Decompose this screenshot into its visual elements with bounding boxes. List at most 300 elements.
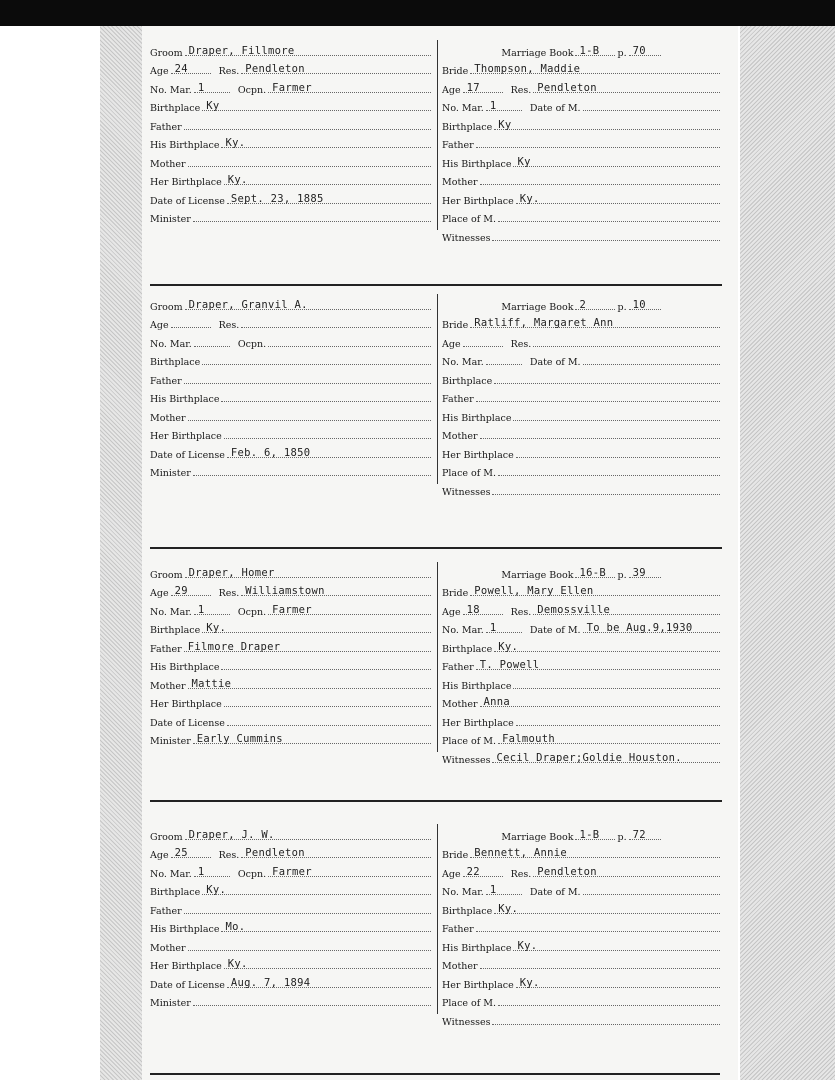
bride-father-row bbox=[442, 133, 722, 152]
bride-mother-row bbox=[442, 692, 722, 711]
field-label: Age bbox=[150, 588, 169, 599]
field-line bbox=[533, 863, 720, 877]
marriage-book-page: 72 bbox=[632, 828, 646, 841]
bride-name: Ratliff, Margaret Ann bbox=[474, 317, 614, 329]
field-line bbox=[629, 564, 661, 578]
field-label: Minister bbox=[150, 468, 191, 479]
field-line bbox=[575, 826, 615, 840]
groom-age-row bbox=[150, 843, 433, 862]
groom-father-birthplace: Mo. bbox=[225, 921, 246, 933]
bride-date-of-marriage: To be Aug.9,1930 bbox=[586, 622, 693, 634]
field-line bbox=[171, 60, 211, 74]
field-line bbox=[498, 208, 720, 222]
field-line bbox=[188, 937, 431, 951]
field-label: Ocpn. bbox=[237, 606, 267, 618]
field-label: Date of License bbox=[150, 717, 225, 729]
groom-date-of-license-row bbox=[150, 972, 433, 991]
field-label: Father bbox=[442, 394, 474, 405]
field-line bbox=[221, 134, 431, 148]
field-line bbox=[476, 134, 720, 148]
field-line bbox=[583, 97, 720, 111]
field-line bbox=[185, 296, 431, 310]
field-label: Mother bbox=[442, 699, 478, 710]
field-line bbox=[241, 314, 431, 328]
groom-birthplace-row bbox=[150, 618, 433, 637]
field-line bbox=[194, 601, 230, 615]
field-label: Res. bbox=[218, 850, 240, 861]
groom-residence: Pendleton bbox=[245, 847, 305, 859]
field-line bbox=[193, 992, 431, 1006]
field-line bbox=[184, 370, 431, 384]
groom-father-row bbox=[150, 114, 433, 133]
groom-age-row bbox=[150, 59, 433, 78]
field-line bbox=[227, 974, 431, 988]
field-label: His Birthplace bbox=[442, 680, 512, 692]
field-line bbox=[516, 712, 720, 726]
bride-mother: Anna bbox=[483, 696, 511, 708]
bride-no-mar-row bbox=[442, 96, 722, 115]
field-label: Her Birthplace bbox=[442, 717, 514, 729]
field-line bbox=[583, 881, 720, 895]
field-label: His Birthplace bbox=[442, 412, 512, 424]
field-label: Place of M. bbox=[442, 214, 497, 225]
groom-birthplace-row bbox=[150, 96, 433, 115]
field-label: Date of M. bbox=[529, 357, 581, 368]
field-line bbox=[268, 79, 431, 93]
groom-father-birthplace-row bbox=[150, 655, 433, 674]
bride-birthplace-row bbox=[442, 636, 722, 655]
groom-no-mar: 1 bbox=[197, 603, 205, 616]
field-label: Birthplace bbox=[150, 103, 201, 114]
groom-residence: Williamstown bbox=[245, 585, 325, 597]
groom-mother-row bbox=[150, 151, 433, 170]
field-label: Her Birthplace bbox=[150, 961, 222, 972]
scan-left-noise bbox=[100, 26, 142, 1080]
field-line bbox=[224, 171, 431, 185]
field-line bbox=[583, 351, 720, 365]
marriage-book-page: 10 bbox=[632, 298, 646, 311]
field-line bbox=[470, 582, 720, 596]
field-label: Bride bbox=[442, 850, 469, 861]
groom-date-of-license: Feb. 6, 1850 bbox=[230, 446, 311, 459]
field-line bbox=[202, 619, 431, 633]
field-label: Age bbox=[150, 320, 169, 331]
field-label: Father bbox=[442, 924, 474, 935]
bride-father-birthplace-row bbox=[442, 935, 722, 954]
field-line bbox=[583, 619, 720, 633]
field-label: Mother bbox=[442, 431, 478, 442]
field-label: Birthplace bbox=[150, 357, 201, 368]
groom-father-row bbox=[150, 898, 433, 917]
groom-name-row bbox=[150, 40, 433, 59]
field-line bbox=[463, 601, 503, 615]
field-label: His Birthplace bbox=[150, 924, 220, 935]
groom-father-birthplace-row bbox=[150, 387, 433, 406]
field-line bbox=[224, 693, 431, 707]
groom-minister: Early Cummins bbox=[196, 733, 283, 745]
bride-no-mar-row bbox=[442, 350, 722, 369]
bride-name: Bennett, Annie bbox=[474, 847, 567, 859]
groom-no-mar-row bbox=[150, 861, 433, 880]
field-label: Age bbox=[442, 338, 461, 350]
bride-father-row bbox=[442, 387, 722, 406]
scan-top-edge bbox=[0, 0, 835, 26]
bride-age: 22 bbox=[466, 865, 480, 878]
bride-birthplace-row bbox=[442, 898, 722, 917]
groom-mother-birthplace: Ky. bbox=[227, 958, 248, 970]
field-line bbox=[533, 333, 720, 347]
field-label: Bride bbox=[442, 320, 469, 331]
field-label: Father bbox=[150, 643, 182, 655]
field-label: Res. bbox=[218, 320, 240, 331]
field-label: Witnesses bbox=[442, 232, 491, 244]
card-separator bbox=[150, 284, 722, 286]
groom-name-row bbox=[150, 824, 433, 843]
groom-father-birthplace-row bbox=[150, 133, 433, 152]
field-label: Minister bbox=[150, 736, 191, 747]
field-line bbox=[476, 388, 720, 402]
field-line bbox=[533, 79, 720, 93]
field-line bbox=[498, 462, 720, 476]
groom-father-row bbox=[150, 636, 433, 655]
groom-date-of-license-row bbox=[150, 442, 433, 461]
field-line bbox=[516, 444, 720, 458]
groom-no-mar: 1 bbox=[197, 865, 205, 878]
field-label: Birthplace bbox=[150, 887, 201, 898]
field-label: Res. bbox=[510, 338, 532, 350]
groom-minister-row bbox=[150, 207, 433, 226]
field-label: His Birthplace bbox=[442, 942, 512, 954]
field-line bbox=[513, 675, 720, 689]
field-label: Father bbox=[150, 375, 182, 387]
bride-age: 18 bbox=[466, 603, 480, 616]
field-label: No. Mar. bbox=[150, 606, 192, 618]
field-line bbox=[193, 462, 431, 476]
field-label: Birthplace bbox=[442, 121, 493, 133]
field-line bbox=[194, 863, 230, 877]
field-label: Birthplace bbox=[150, 625, 201, 636]
bride-witnesses: Cecil Draper;Goldie Houston. bbox=[496, 751, 682, 764]
bride-birthplace-row bbox=[442, 368, 722, 387]
bride-mother-row bbox=[442, 954, 722, 973]
bride-mother-birthplace-row bbox=[442, 972, 722, 991]
field-line bbox=[227, 444, 431, 458]
field-label: Groom bbox=[150, 301, 183, 313]
groom-birthplace-row bbox=[150, 350, 433, 369]
marriage-book-number: 2 bbox=[579, 298, 587, 311]
field-label: Date of License bbox=[150, 195, 225, 207]
bride-witnesses-row bbox=[442, 479, 722, 498]
field-label: Groom bbox=[150, 569, 183, 581]
groom-no-mar-row bbox=[150, 599, 433, 618]
field-label: Mother bbox=[442, 177, 478, 188]
bride-witnesses-row bbox=[442, 747, 722, 766]
field-label: Mother bbox=[150, 680, 186, 692]
field-label: Ocpn. bbox=[237, 338, 267, 350]
bride-place-of-marriage-row bbox=[442, 991, 722, 1010]
field-line bbox=[513, 153, 720, 167]
field-label: Date of License bbox=[150, 979, 225, 991]
field-line bbox=[629, 42, 661, 56]
field-label: Res. bbox=[218, 588, 240, 599]
groom-mother-birthplace-row bbox=[150, 954, 433, 973]
bride-name: Thompson, Maddie bbox=[474, 63, 581, 75]
field-line bbox=[498, 730, 720, 744]
field-label: Birthplace bbox=[442, 375, 493, 387]
field-label: Birthplace bbox=[442, 643, 493, 655]
field-label: p. bbox=[617, 47, 627, 59]
groom-residence: Pendleton bbox=[245, 63, 305, 75]
marriage-book-page: 39 bbox=[632, 566, 646, 579]
field-line bbox=[492, 227, 720, 241]
groom-name-row bbox=[150, 562, 433, 581]
bride-place-of-marriage-row bbox=[442, 729, 722, 748]
groom-name: Draper, Fillmore bbox=[188, 44, 295, 57]
field-line bbox=[194, 79, 230, 93]
bride-no-mar-row bbox=[442, 618, 722, 637]
field-label: His Birthplace bbox=[150, 394, 220, 405]
field-line bbox=[188, 675, 431, 689]
field-line bbox=[184, 900, 431, 914]
field-label: Res. bbox=[510, 84, 532, 96]
field-line bbox=[184, 638, 431, 652]
groom-mother-birthplace: Ky. bbox=[227, 174, 248, 186]
field-line bbox=[492, 1011, 720, 1025]
bride-age-row bbox=[442, 599, 722, 618]
bride-father-birthplace-row bbox=[442, 405, 722, 424]
field-line bbox=[480, 171, 720, 185]
field-line bbox=[480, 425, 720, 439]
field-label: No. Mar. bbox=[442, 887, 484, 898]
groom-father: Filmore Draper bbox=[187, 640, 281, 653]
bride-name: Powell, Mary Ellen bbox=[474, 585, 594, 597]
field-label: Age bbox=[442, 868, 461, 880]
field-line bbox=[486, 881, 522, 895]
bride-no-mar: 1 bbox=[489, 622, 497, 634]
bride-father-birthplace-row bbox=[442, 673, 722, 692]
field-line bbox=[516, 190, 720, 204]
bride-age: 17 bbox=[466, 81, 480, 94]
groom-birthplace: Ky. bbox=[206, 884, 227, 896]
field-line bbox=[629, 826, 661, 840]
field-label: Marriage Book bbox=[501, 301, 574, 313]
field-label: Place of M. bbox=[442, 998, 497, 1009]
field-label: Her Birthplace bbox=[150, 699, 222, 710]
bride-name-row bbox=[442, 581, 722, 600]
groom-mother: Mattie bbox=[191, 677, 232, 690]
field-label: Her Birthplace bbox=[442, 979, 514, 991]
bride-father-row bbox=[442, 917, 722, 936]
bride-birthplace: Ky. bbox=[498, 902, 519, 915]
bride-mother-birthplace-row bbox=[442, 710, 722, 729]
field-line bbox=[463, 863, 503, 877]
marriage-record-card bbox=[150, 824, 722, 1029]
field-line bbox=[185, 564, 431, 578]
card-separator bbox=[150, 547, 722, 549]
field-label: Her Birthplace bbox=[150, 177, 222, 188]
field-line bbox=[224, 955, 431, 969]
field-line bbox=[202, 881, 431, 895]
field-line bbox=[268, 601, 431, 615]
field-label: Mother bbox=[150, 412, 186, 424]
field-label: Marriage Book bbox=[501, 569, 574, 581]
field-line bbox=[241, 60, 431, 74]
field-label: Minister bbox=[150, 214, 191, 225]
field-line bbox=[486, 351, 522, 365]
groom-date-of-license-row bbox=[150, 188, 433, 207]
field-label: Mother bbox=[442, 961, 478, 972]
field-line bbox=[268, 333, 431, 347]
field-label: Date of M. bbox=[529, 103, 581, 114]
groom-mother-row bbox=[150, 673, 433, 692]
field-label: Bride bbox=[442, 588, 469, 599]
field-label: Witnesses bbox=[442, 486, 491, 498]
bride-birthplace-row bbox=[442, 114, 722, 133]
field-line bbox=[533, 601, 720, 615]
field-label: Witnesses bbox=[442, 754, 491, 766]
field-label: Bride bbox=[442, 66, 469, 77]
field-line bbox=[494, 900, 720, 914]
column-divider bbox=[437, 40, 438, 230]
field-line bbox=[480, 693, 720, 707]
field-label: Father bbox=[150, 905, 182, 917]
field-line bbox=[492, 749, 720, 763]
scan-left-margin bbox=[0, 26, 100, 1080]
field-line bbox=[492, 481, 720, 495]
card-separator bbox=[150, 1073, 720, 1075]
field-line bbox=[575, 42, 615, 56]
card-separator bbox=[150, 800, 722, 802]
field-label: His Birthplace bbox=[150, 140, 220, 151]
field-label: Father bbox=[442, 662, 474, 673]
bride-witnesses-row bbox=[442, 1009, 722, 1028]
field-label: Age bbox=[442, 606, 461, 618]
field-label: His Birthplace bbox=[442, 158, 512, 170]
bride-column bbox=[442, 824, 722, 1028]
marriage-book-number: 1-B bbox=[579, 828, 600, 841]
marriage-book-number: 16-B bbox=[579, 566, 606, 579]
field-label: Mother bbox=[150, 158, 186, 170]
field-line bbox=[629, 296, 661, 310]
field-line bbox=[227, 712, 431, 726]
groom-age-row bbox=[150, 313, 433, 332]
bride-mother-row bbox=[442, 424, 722, 443]
field-label: Age bbox=[150, 850, 169, 861]
groom-no-mar-row bbox=[150, 77, 433, 96]
field-label: Marriage Book bbox=[501, 47, 574, 59]
field-label: No. Mar. bbox=[150, 84, 192, 96]
bride-name-row bbox=[442, 59, 722, 78]
field-label: Minister bbox=[150, 998, 191, 1009]
field-line bbox=[185, 826, 431, 840]
bride-place-of-marriage-row bbox=[442, 461, 722, 480]
field-label: Date of M. bbox=[529, 625, 581, 636]
field-line bbox=[268, 863, 431, 877]
field-label: Father bbox=[442, 140, 474, 151]
field-line bbox=[476, 918, 720, 932]
groom-date-of-license: Sept. 23, 1885 bbox=[230, 192, 324, 205]
field-line bbox=[188, 153, 431, 167]
field-label: Place of M. bbox=[442, 736, 497, 747]
groom-name: Draper, J. W. bbox=[188, 828, 275, 841]
groom-birthplace: Ky bbox=[206, 100, 220, 112]
scan-right-noise bbox=[740, 26, 835, 1080]
bride-no-mar-row bbox=[442, 880, 722, 899]
bride-age-row bbox=[442, 77, 722, 96]
field-label: Groom bbox=[150, 47, 183, 59]
field-label: Age bbox=[150, 66, 169, 77]
field-label: p. bbox=[617, 301, 627, 313]
groom-age: 25 bbox=[174, 847, 188, 859]
field-line bbox=[516, 974, 720, 988]
groom-father-birthplace-row bbox=[150, 917, 433, 936]
groom-age-row bbox=[150, 581, 433, 600]
field-line bbox=[221, 388, 431, 402]
bride-birthplace: Ky. bbox=[498, 640, 519, 653]
bride-mother-birthplace-row bbox=[442, 442, 722, 461]
field-label: Her Birthplace bbox=[442, 195, 514, 207]
field-line bbox=[463, 79, 503, 93]
column-divider bbox=[437, 562, 438, 752]
groom-column bbox=[150, 294, 433, 479]
field-line bbox=[470, 60, 720, 74]
marriage-book-row bbox=[442, 294, 722, 313]
groom-minister-row bbox=[150, 729, 433, 748]
groom-age: 29 bbox=[174, 585, 188, 597]
bride-name-row bbox=[442, 313, 722, 332]
groom-no-mar: 1 bbox=[197, 81, 205, 94]
bride-column bbox=[442, 294, 722, 498]
column-divider bbox=[437, 294, 438, 484]
bride-place-of-marriage-row bbox=[442, 207, 722, 226]
groom-mother-birthplace-row bbox=[150, 692, 433, 711]
groom-mother-birthplace-row bbox=[150, 424, 433, 443]
bride-residence: Pendleton bbox=[537, 865, 597, 878]
groom-date-of-license-row bbox=[150, 710, 433, 729]
groom-mother-row bbox=[150, 935, 433, 954]
field-line bbox=[221, 656, 431, 670]
groom-column bbox=[150, 562, 433, 747]
bride-father-row bbox=[442, 655, 722, 674]
field-label: Mother bbox=[150, 942, 186, 954]
groom-mother-birthplace-row bbox=[150, 170, 433, 189]
field-line bbox=[221, 918, 431, 932]
bride-mother-birthplace: Ky. bbox=[519, 192, 540, 205]
groom-birthplace-row bbox=[150, 880, 433, 899]
bride-mother-birthplace-row bbox=[442, 188, 722, 207]
groom-minister-row bbox=[150, 991, 433, 1010]
bride-father-birthplace: Ky. bbox=[517, 939, 538, 952]
field-line bbox=[513, 407, 720, 421]
field-line bbox=[575, 564, 615, 578]
bride-residence: Demossville bbox=[537, 603, 611, 616]
groom-occupation: Farmer bbox=[272, 603, 312, 616]
field-line bbox=[513, 937, 720, 951]
field-label: No. Mar. bbox=[150, 868, 192, 880]
groom-minister-row bbox=[150, 461, 433, 480]
field-label: His Birthplace bbox=[150, 662, 220, 673]
groom-occupation: Farmer bbox=[272, 81, 312, 94]
field-line bbox=[470, 844, 720, 858]
field-label: Age bbox=[442, 84, 461, 96]
field-label: Res. bbox=[510, 868, 532, 880]
bride-age-row bbox=[442, 861, 722, 880]
field-line bbox=[193, 730, 431, 744]
bride-father-birthplace-row bbox=[442, 151, 722, 170]
field-line bbox=[202, 97, 431, 111]
groom-column bbox=[150, 824, 433, 1009]
field-line bbox=[494, 116, 720, 130]
